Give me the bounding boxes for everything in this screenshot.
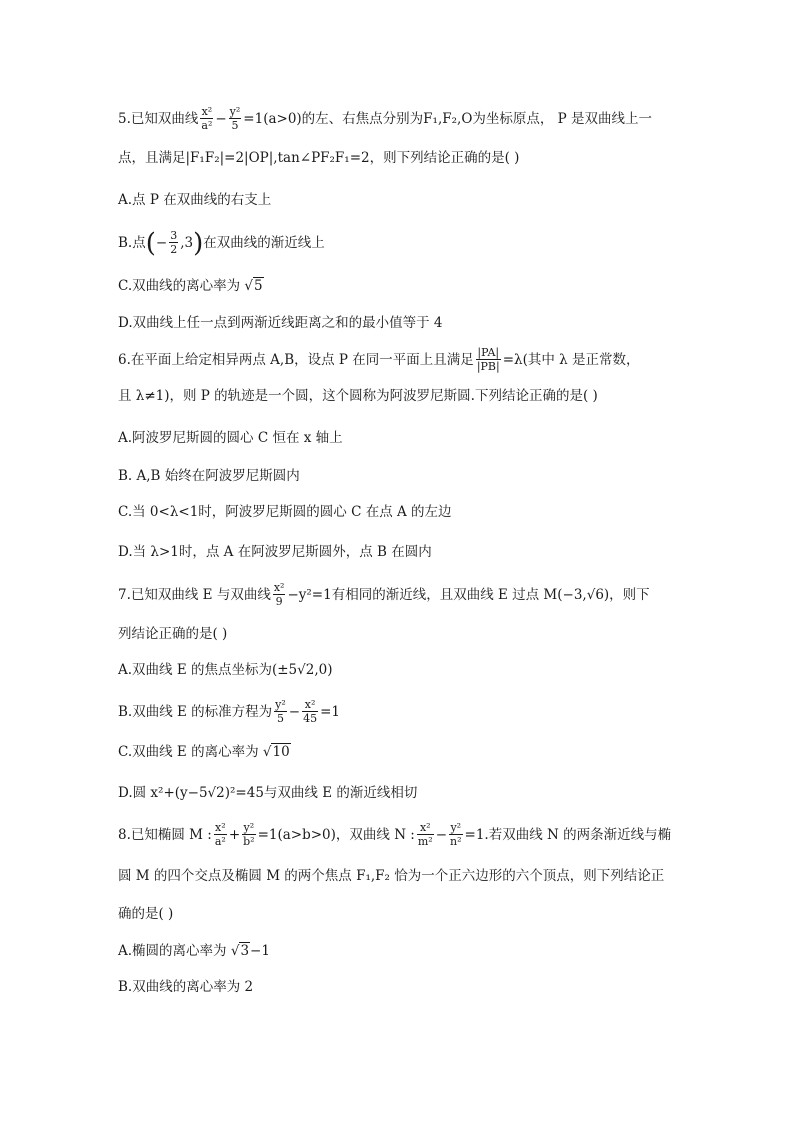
q8-fraction-y2-b2: $\frac{\text{y²}}{\text{b²}}$	[243, 821, 255, 848]
q6-stem-line-1: 6.在平面上给定相异两点 A,B，设点 P 在同一平面上且满足 $\frac{|PA|}{|PB|}$ =λ(其中 λ 是正常数，	[118, 346, 640, 373]
q5-stem-text: 5.已知双曲线	[118, 111, 199, 127]
q8-stem-line-2: 圆 M 的四个交点及椭圆 M 的两个焦点 F₁,F₂ 恰为一个正六边形的六个顶点，则下列结论正	[118, 868, 665, 884]
q7-fraction-x2-9: $\frac{\text{x²}}{9}$	[273, 581, 285, 608]
q5-fraction-3-2: $\frac{3}{2}$	[170, 229, 178, 256]
q8-stem-line-1: 8.已知椭圆 M : $\frac{\text{x²}}{\text{a²}}$ + $\frac{\text{y²}}{\text{b²}}$ =1(a>b>0)，双曲线 N : $\frac{\text{x²}}{\text{m²}}$ − $\frac{\text{y²}}{\text{n²}}$ =1.若双曲线 N 的两条渐近线与椭	[118, 821, 672, 848]
q8-fraction-x2-m2: $\frac{\text{x²}}{\text{m²}}$	[417, 821, 433, 848]
q5-fraction-x2-a2: $\frac{\text{x²}}{\text{a²}}$	[201, 105, 213, 132]
q8-option-b: B.双曲线的离心率为 2	[118, 979, 254, 995]
q6-stem-line-2: 且 λ≠1)，则 P 的轨迹是一个圆，这个圆称为阿波罗尼斯圆.下列结论正确的是( )	[118, 388, 598, 404]
q7-option-c: C.双曲线 E 的离心率为 √10	[118, 744, 290, 760]
q6-option-c: C.当 0<λ<1时，阿波罗尼斯圆的圆心 C 在点 A 的左边	[118, 504, 452, 520]
q8-fraction-y2-n2: $\frac{\text{y²}}{\text{n²}}$	[450, 821, 462, 848]
q6-option-a: A.阿波罗尼斯圆的圆心 C 恒在 x 轴上	[118, 430, 343, 446]
q5-option-b: B.点(− $\frac{3}{2}$ ,3)在双曲线的渐近线上	[118, 228, 325, 259]
q7-option-a: A.双曲线 E 的焦点坐标为(±5√2,0)	[118, 662, 333, 678]
q5-option-d: D.双曲线上任一点到两渐近线距离之和的最小值等于 4	[118, 315, 443, 331]
q5-stem-line-2: 点，且满足|F₁F₂|=2|OP|,tan∠PF₂F₁=2，则下列结论正确的是( )	[118, 150, 520, 166]
q7-option-b: B.双曲线 E 的标准方程为 $\frac{\text{y²}}{5}$ − $\frac{\text{x²}}{45}$ =1	[118, 698, 340, 725]
q6-fraction-pa-pb: $\frac{|PA|}{|PB|}$	[476, 346, 500, 373]
q8-stem-line-3: 确的是( )	[118, 906, 174, 922]
q5-stem-line-1: 5.已知双曲线 $\frac{\text{x²}}{\text{a²}}$ − $\frac{\text{y²}}{5}$ =1(a>0)的左、右焦点分别为F₁,F₂,O为坐标原点， P 是双曲线上一	[118, 105, 653, 132]
q6-option-d: D.当 λ>1时，点 A 在阿波罗尼斯圆外，点 B 在圆内	[118, 544, 432, 560]
q8-fraction-x2-a2: $\frac{\text{x²}}{\text{a²}}$	[214, 821, 226, 848]
q7-stem-line-1: 7.已知双曲线 E 与双曲线 $\frac{\text{x²}}{9}$ −y²=1有相同的渐近线，且双曲线 E 过点 M(−3,√6)，则下	[118, 581, 650, 608]
q7-option-d: D.圆 x²+(y−5√2)²=45与双曲线 E 的渐近线相切	[118, 785, 418, 801]
q5-option-a: A.点 P 在双曲线的右支上	[118, 192, 272, 208]
q5-fraction-y2-5: $\frac{\text{y²}}{5}$	[229, 105, 241, 132]
q7-stem-line-2: 列结论正确的是( )	[118, 626, 228, 642]
q6-option-b: B. A,B 始终在阿波罗尼斯圆内	[118, 468, 300, 484]
q5-option-c: C.双曲线的离心率为 √5	[118, 278, 263, 294]
q8-option-a: A.椭圆的离心率为 √3−1	[118, 943, 270, 959]
q7-fraction-x2-45: $\frac{\text{x²}}{45}$	[303, 698, 318, 725]
q7-fraction-y2-5: $\frac{\text{y²}}{5}$	[275, 698, 286, 725]
